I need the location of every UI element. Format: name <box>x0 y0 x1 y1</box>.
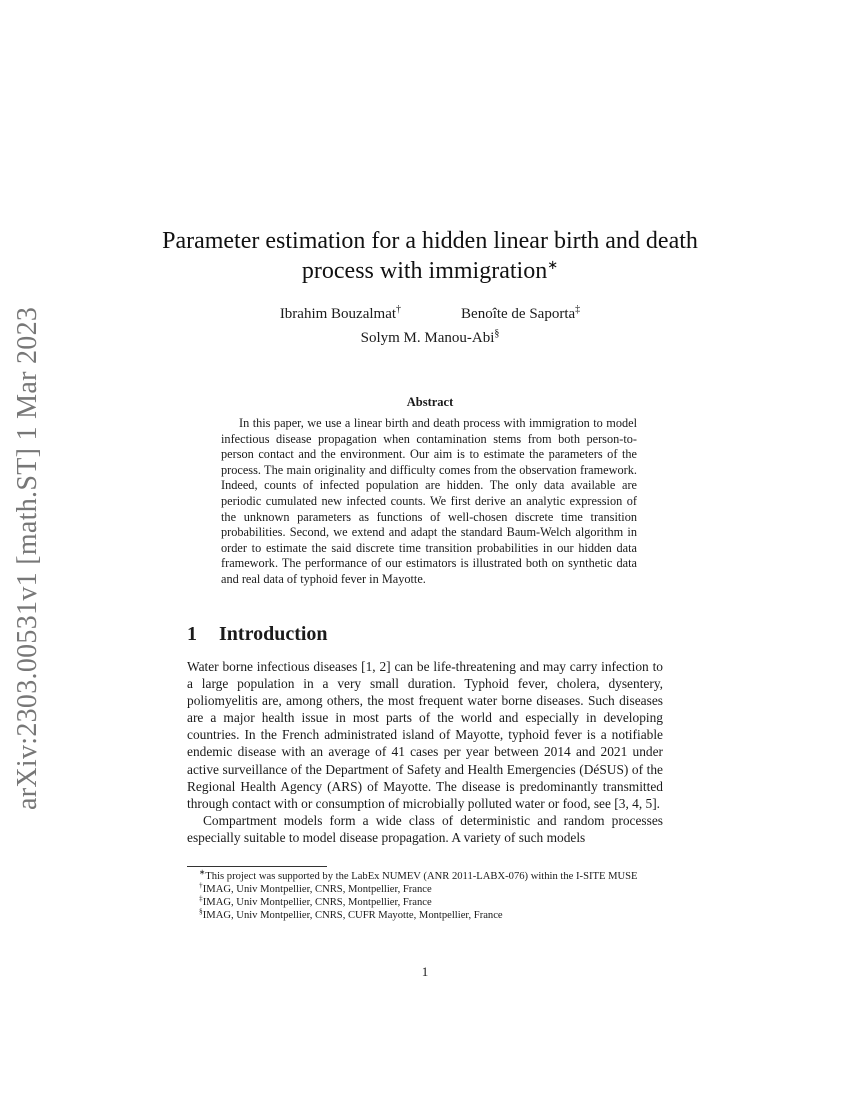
footnote-text: IMAG, Univ Montpellier, CNRS, CUFR Mayotte, Montpellier, France <box>202 910 503 921</box>
footnote <box>187 867 663 883</box>
author-mark: † <box>396 304 402 315</box>
footnote-text: This project was supported by the LabEx NUMEV (ANR 2011-LABX-076) within the I-SITE MUSE <box>205 871 638 882</box>
section-number: 1 <box>187 623 197 645</box>
paragraph: Compartment models form a wide class of deterministic and random processes especially suitable to model disease propagation. A variety of such models <box>187 812 663 845</box>
author-name: Benoîte de Saporta <box>461 306 576 322</box>
author-list <box>150 302 710 350</box>
footnote <box>187 893 663 909</box>
paper-title <box>150 226 710 286</box>
footnote-mark: ∗ <box>199 867 206 877</box>
author-name: Ibrahim Bouzalmat <box>279 306 397 322</box>
footnote-mark: § <box>199 906 203 916</box>
footnote <box>187 880 663 896</box>
paragraph: Water borne infectious diseases [1, 2] can be life-threatening and may carry infection to a large population in a very small duration. Typhoid fever, cholera, dysentery, poliomyelitis are, among others, the most frequent water borne diseases. Such diseases are a major health issue in most parts of the world and especially in developing countries. In the French administrated island of Mayotte, typhoid fever is a notifiable endemic disease with an average of 41 cases per year between 2014 and 2021 under active surveillance of the Department of Safety and Health Emergencies (DéSUS) of the Regional Health Agency (ARS) of Mayotte. The disease is predominantly transmitted through contact with or consumption of microbially polluted water or food, see [3, 4, 5]. <box>187 659 663 811</box>
introduction-body <box>187 658 663 846</box>
author-name: Solym M. Manou-Abi <box>360 330 495 346</box>
author <box>280 302 401 326</box>
footnote-mark: ‡ <box>199 893 203 903</box>
page-number: 1 <box>421 964 429 979</box>
footnote-mark: † <box>199 880 203 890</box>
footnote-divider <box>187 866 327 867</box>
arxiv-identifier-stamp: arXiv:2303.00531v1 [math.ST] 1 Mar 2023 <box>12 306 43 810</box>
author-mark: § <box>494 328 500 339</box>
author <box>461 302 580 326</box>
footnotes <box>187 867 663 922</box>
footnote <box>187 906 663 922</box>
author-mark: ‡ <box>575 304 581 315</box>
footnote-text: IMAG, Univ Montpellier, CNRS, Montpellier, France <box>202 897 432 908</box>
paper-title-text: Parameter estimation for a hidden linear birth and death process with immigration <box>162 228 698 284</box>
title-footnote-mark: ∗ <box>547 257 559 272</box>
footnote-text: IMAG, Univ Montpellier, CNRS, Montpellier, France <box>202 884 432 895</box>
section-title: Introduction <box>219 623 328 645</box>
section-heading <box>187 623 328 646</box>
author <box>361 330 500 346</box>
abstract-heading: Abstract <box>406 395 454 409</box>
abstract-text: In this paper, we use a linear birth and death process with immigration to model infectious disease propagation when contamination stems from both person-to-person contact and the environment. Our aim is to estimate the parameters of the process. The main originality and difficulty comes from the observation framework. Indeed, counts of infected population are hidden. The only data available are periodic cumulated new infected counts. We first derive an analytic expression of the unknown parameters as functions of well-chosen discrete time transition probabilities. Second, we extend and adapt the standard Baum-Welch algorithm in order to estimate the said discrete time transition probabilities in our hidden data framework. The performance of our estimators is illustrated both on synthetic data and real data of typhoid fever in Mayotte. <box>221 416 637 586</box>
